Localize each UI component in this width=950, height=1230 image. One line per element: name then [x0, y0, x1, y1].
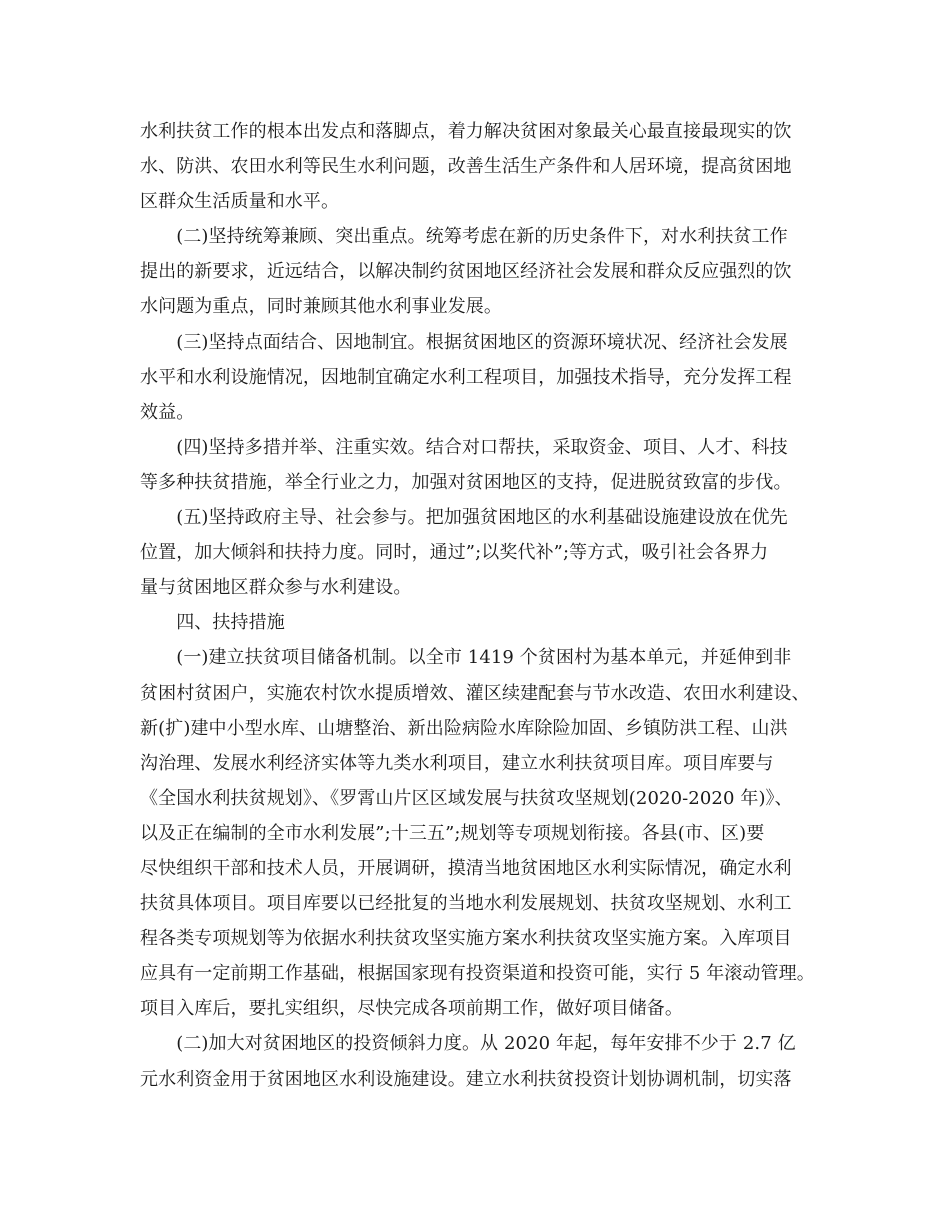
- text-line: 水平和水利设施情况，因地制宜确定水利工程项目，加强技术指导，充分发挥工程: [140, 366, 792, 388]
- text-line: (二)加大对贫困地区的投资倾斜力度。从 2020 年起，每年安排不少于 2.7 亿: [140, 1033, 796, 1055]
- text-line: (一)建立扶贫项目储备机制。以全市 1419 个贫困村为基本单元，并延伸到非: [140, 647, 792, 669]
- text-line: (五)坚持政府主导、社会参与。把加强贫困地区的水利基础设施建设放在优先: [140, 507, 788, 529]
- text-line: 量与贫困地区群众参与水利建设。: [140, 577, 412, 599]
- text-line: 程各类专项规划等为依据水利扶贫攻坚实施方案水利扶贫攻坚实施方案。入库项目: [140, 928, 792, 950]
- text-line: 提出的新要求，近远结合，以解决制约贫困地区经济社会发展和群众反应强烈的饮: [140, 261, 792, 283]
- text-line: (三)坚持点面结合、因地制宜。根据贫困地区的资源环境状况、经济社会发展: [140, 331, 788, 353]
- text-line: (二)坚持统筹兼顾、突出重点。统筹考虑在新的历史条件下，对水利扶贫工作: [140, 226, 788, 248]
- text-line: 水、防洪、农田水利等民生水利问题，改善生活生产条件和人居环境，提高贫困地: [140, 156, 792, 178]
- text-line: 以及正在编制的全市水利发展”;十三五”;规划等专项规划衔接。各县(市、区)要: [140, 822, 765, 844]
- text-line: 沟治理、发展水利经济实体等九类水利项目，建立水利扶贫项目库。项目库要与: [140, 752, 774, 774]
- text-line: 元水利资金用于贫困地区水利设施建设。建立水利扶贫投资计划协调机制，切实落: [140, 1068, 792, 1090]
- text-line: 水利扶贫工作的根本出发点和落脚点，着力解决贫困对象最关心最直接最现实的饮: [140, 121, 792, 142]
- text-line: 等多种扶贫措施，举全行业之力，加强对贫困地区的支持，促进脱贫致富的步伐。: [140, 471, 792, 493]
- text-line: 位置，加大倾斜和扶持力度。同时，通过”;以奖代补”;等方式，吸引社会各界力: [140, 542, 769, 564]
- text-line: 应具有一定前期工作基础，根据国家现有投资渠道和投资可能，实行 5 年滚动管理。: [140, 963, 815, 985]
- text-line: 区群众生活质量和水平。: [140, 191, 340, 213]
- text-line: 效益。: [140, 401, 195, 423]
- document-body: [140, 114, 825, 1097]
- text-line: 水问题为重点，同时兼顾其他水利事业发展。: [140, 296, 502, 318]
- section-heading: 四、扶持措施: [140, 612, 285, 634]
- text-line: 扶贫具体项目。项目库要以已经批复的当地水利发展规划、扶贫攻坚规划、水利工: [140, 893, 792, 915]
- text-line: (四)坚持多措并举、注重实效。结合对口帮扶，采取资金、项目、人才、科技: [140, 436, 788, 458]
- text-line: 尽快组织干部和技术人员，开展调研，摸清当地贫困地区水利实际情况，确定水利: [140, 857, 792, 879]
- text-line: 《全国水利扶贫规划》、《罗霄山片区区域发展与扶贫攻坚规划(2020-2020 年)》、: [140, 787, 793, 809]
- text-line: 贫困村贫困户，实施农村饮水提质增效、灌区续建配套与节水改造、农田水利建设、: [140, 682, 810, 704]
- text-line: 项目入库后，要扎实组织，尽快完成各项前期工作，做好项目储备。: [140, 998, 683, 1020]
- text-line: 新(扩)建中小型水库、山塘整治、新出险病险水库除险加固、乡镇防洪工程、山洪: [140, 717, 788, 739]
